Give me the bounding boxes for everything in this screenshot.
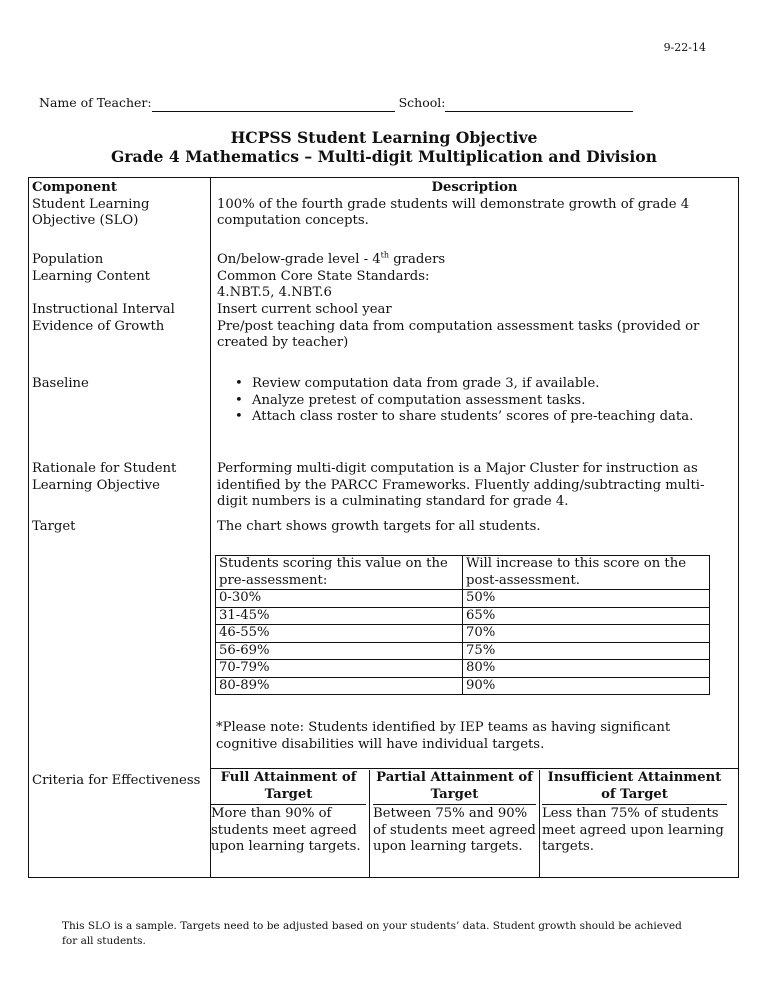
criteria-partial — [373, 770, 536, 856]
criteria-partial-body: Between 75% and 90% of students meet agreed upon learning targets. — [373, 806, 536, 854]
growth-row: 80-89% 90% — [216, 677, 710, 695]
growth-row: 31-45% 65% — [216, 607, 710, 625]
baseline-item: • Analyze pretest of computation assessment tasks. — [209, 393, 732, 410]
description-header: Description — [431, 180, 518, 195]
criteria-full-head: Full Attainment of Target — [211, 770, 366, 805]
component-header: Component — [32, 180, 117, 195]
growth-col2-header: Will increase to this score on the post-assessment. — [463, 556, 710, 590]
footer-note: This SLO is a sample. Targets need to be adjusted based on your students’ data. Student growth should be achieved for all students. — [62, 920, 682, 947]
criteria-full-body: More than 90% of students meet agreed upon learning targets. — [211, 806, 361, 854]
evidence-label: Evidence of Growth — [32, 318, 165, 334]
growth-targets-table — [215, 555, 710, 695]
criteria-top-line — [210, 768, 738, 769]
learning-content-line-1: Common Core State Standards: — [217, 268, 430, 284]
school-label: School: — [398, 95, 446, 110]
criteria-label: Criteria for Effectiveness — [32, 773, 201, 788]
slo-description: 100% of the fourth grade students will demonstrate growth of grade 4 computation concepts. — [217, 196, 690, 228]
criteria-partial-head: Partial Attainment of Target — [373, 770, 536, 805]
growth-row: 56-69% 75% — [216, 642, 710, 660]
growth-row: 0-30% 50% — [216, 590, 710, 608]
criteria-grid — [210, 770, 740, 878]
evidence-description: Pre/post teaching data from computation assessment tasks (provided or created by teacher) — [217, 318, 700, 350]
target-description: The chart shows growth targets for all students. — [217, 519, 541, 534]
growth-row: 70-79% 80% — [216, 660, 710, 678]
baseline-list — [209, 376, 732, 426]
criteria-insufficient-head: Insufficient Attainment of Target — [542, 770, 727, 805]
document-title — [0, 128, 768, 166]
baseline-label: Baseline — [32, 376, 89, 391]
population-label: Population — [32, 252, 104, 267]
interval-description: Insert current school year — [217, 302, 392, 317]
population-description: On/below-grade level - 4th graders — [217, 250, 446, 267]
slo-label: Student Learning Objective (SLO) — [32, 196, 150, 228]
teacher-name-blank — [152, 98, 395, 112]
growth-header-row — [216, 556, 710, 590]
title-line-2: Grade 4 Mathematics – Multi-digit Multiplication and Division — [110, 147, 657, 166]
rationale-label: Rationale for Student Learning Objective — [32, 461, 177, 493]
criteria-insufficient-body: Less than 75% of students meet agreed upon learning targets. — [542, 806, 724, 854]
interval-label: Instructional Interval — [32, 302, 175, 317]
title-line-1: HCPSS Student Learning Objective — [230, 128, 538, 147]
growth-row: 46-55% 70% — [216, 625, 710, 643]
document-date: 9-22-14 — [663, 41, 706, 54]
baseline-item: • Attach class roster to share students’ scores of pre-teaching data. — [209, 409, 732, 426]
school-name-blank — [445, 98, 633, 112]
criteria-insufficient — [542, 770, 727, 856]
baseline-item: • Review computation data from grade 3, if available. — [209, 376, 732, 393]
learning-content-label: Learning Content — [32, 268, 150, 284]
criteria-full — [211, 770, 366, 856]
target-label: Target — [32, 519, 76, 534]
teacher-school-line — [39, 95, 633, 112]
rationale-description: Performing multi-digit computation is a Major Cluster for instruction as identified by the PARCC Frameworks. Fluently adding/subtracting multi-digit numbers is a culminating standard for grade 4. — [217, 461, 705, 509]
learning-content-line-2: 4.NBT.5, 4.NBT.6 — [217, 285, 332, 300]
growth-col1-header: Students scoring this value on the pre-assessment: — [216, 556, 463, 590]
teacher-label: Name of Teacher: — [39, 95, 152, 110]
target-note: *Please note: Students identified by IEP teams as having significant cognitive disabilities will have individual targets. — [216, 720, 671, 752]
